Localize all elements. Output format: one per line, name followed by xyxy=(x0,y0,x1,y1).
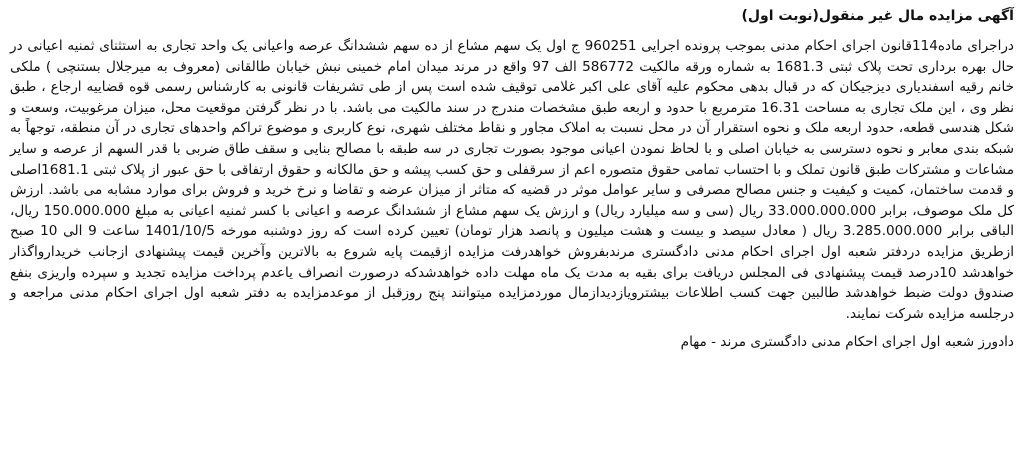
notice-signature: دادورز شعبه اول اجرای احکام مدنی دادگستری مرند - مهام xyxy=(680,334,1014,351)
notice-body: دراجرای ماده114قانون اجرای احکام مدنی بموجب پرونده اجرایی 960251 ج اول یک سهم مشاع از ده سهم ششدانگ عرصه واعیانی یک واحد تجاری به استثنای ثمنیه اعیانی در حال بهره برداری تحت پلاک ثبتی 1681.3 به شماره ورقه مالکیت 586772 الف 97 واقع در مرند میدان امام خمینی نبش خیابان طالقانی (معروف به میرجلال بستنچی ) ملکی خانم رقیه اسفندیاری دیزجیکان که در قبال بدهی محکوم علیه آقای علی اکبر غلامی توقیف شده است پس از طی تشریفات قانونی به کارشناس رسمی قوه قضاییه ارجاع ، طبق نظر وی ، این ملک تجاری به مساحت 16.31 مترمربع با حدود و اربعه طبق مشخصات مندرج در سند مالکیت می باشد. با در نظر گرفتن موقعیت محل، میزان مرغوبیت، وسعت و شکل هندسی قطعه، حدود اربعه ملک و نحوه استقرار آن در محل نسبت به املاک مجاور و نقاط مختلف شهری، نوع کاربری و موضوع تراکم واحدهای تجاری در آن منطقه، توجهاً به شبکه بندی معابر و نحوه دسترسی به خیابان اصلی و با لحاظ نمودن اعیانی موجود بصورت تجاری در سه طبقه با مصالح بنایی و سقف طاق ضربی با قدر السهم از عرصه و سایر مشاعات و مشترکات طبق قانون تملک و با احتساب تمامی حقوق متصوره اعم از سرقفلی و حق کسب پیشه و حق مالکانه و حقوق ارتفاقی با حق عبور از پلاک ثبتی 1681.1اصلی و قدمت ساختمان، کمیت و کیفیت و جنس مصالح مصرفی و سایر عوامل موثر در قضیه که متاثر از میزان عرضه و تقاضا و نرخ خرید و فروش برای موارد مشابه می باشد. ارزش کل ملک موصوف، برابر 33.000.000.000 ریال (سی و سه میلیارد ریال) و ارزش یک سهم مشاع از ششدانگ عرصه و اعیانی با کسر ثمنیه اعیانی به مبلغ 150.000.000 ریال، الباقی برابر 3.285.000.000 ریال ( معادل سیصد و بیست و هشت میلیون و پانصد هزار تومان) تعیین کرده است که روز دوشنبه مورخه 1401/10/5 ساعت 9 الی 10 صبح ازطریق مزایده دردفتر شعبه اول اجرای احکام مدنی دادگستری مرندبفروش خواهدرفت مزایده ازقیمت پایه شروع به بالاترین وآخرین قیمت پیشنهادی ازجانب خریدارواگذار خواهدشد 10درصد قیمت پیشنهادی فی المجلس دریافت برای بقیه به مدت یک ماه مهلت داده خواهدشدکه درصورت انصراف یاعدم پرداخت مزایده تجدید و سپرده واریزی بنفع صندوق دولت ضبط خواهدشد طالبین جهت کسب اطلاعات بیشترویازدیدازمال موردمزایده میتوانند پنج روزقبل از موعدمزایده به دفتر شعبه اول اجرای احکام مدنی مراجعه و درجلسه مزایده شرکت نمایند. xyxy=(10,38,1015,322)
notice-title: آگهی مزایده مال غیر منقول(نوبت اول) xyxy=(741,8,1014,24)
